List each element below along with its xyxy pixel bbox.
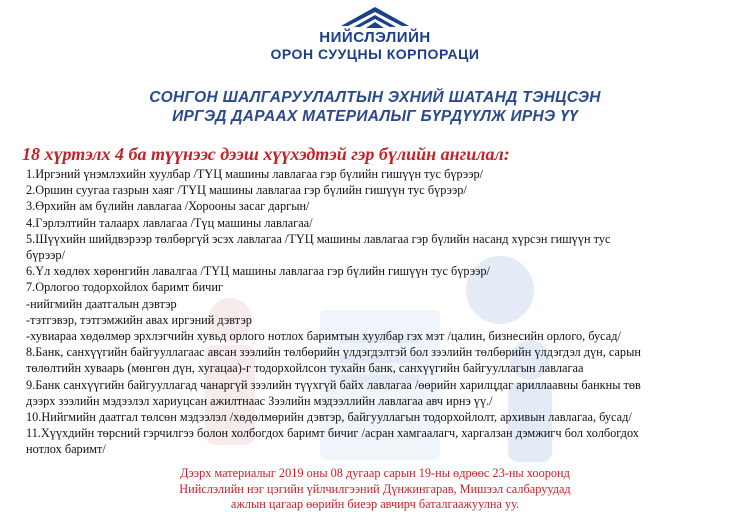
- list-item: -тэтгэвэр, тэтгэмжийн авах иргэний дэвтэр: [26, 312, 252, 327]
- roof-logo-icon: [340, 6, 410, 30]
- list-item: төлөлтийн хуваарь (мөнгөн дүн, хугацаа)-г тодорхойлсон тухайн банк, санхүүгийн байгууллагын лавлагаа: [26, 361, 584, 376]
- page-title-line1: СОНГОН ШАЛГАРУУЛАЛТЫН ЭХНИЙ ШАТАНД ТЭНЦСЭН: [149, 89, 601, 106]
- list-item: 4.Гэрлэлтийн талаарх лавлагаа /Түц машины лавлагаа/: [26, 215, 313, 230]
- logo-text-line2: ОРОН СУУЦНЫ КОРПОРАЦИ: [270, 46, 480, 62]
- company-logo: [0, 6, 750, 62]
- requirements-list: [26, 166, 731, 458]
- submission-note-line2: Нийслэлийн нэг цэгийн үйлчилгээний Дүнжингарав, Мишээл салбаруудад: [179, 481, 571, 496]
- list-item: 2.Оршин суугаа газрын хаяг /ТҮЦ машины лавлагаа гэр бүлийн гишүүн тус бүрээр/: [26, 183, 467, 198]
- logo-text-line1: НИЙСЛЭЛИЙН: [319, 29, 431, 46]
- list-item: 6.Үл хөдлөх хөрөнгийн лавалгаа /ТҮЦ машины лавлагаа гэр бүлийн гишүүн тус бүрээр/: [26, 264, 490, 279]
- list-item: 9.Банк санхүүгийн байгууллагад чанаргүй зээлийн түүхгүй байх лавлагаа /өөрийн харилцдаг ариллаавны банкны төв: [26, 377, 641, 392]
- page-title-line2: ИРГЭД ДАРААХ МАТЕРИАЛЫГ БҮРДҮҮЛЖ ИРНЭ ҮҮ: [172, 108, 578, 125]
- list-item: 11.Хүүхдийн төрсний гэрчилгээ болон холбогдох баримт бичиг /асран хамгаалагч, харгалзан дэмжигч бол холбогдох: [26, 426, 639, 441]
- page-title: [0, 88, 750, 126]
- submission-note-line3: ажлын цагаар өөрийн биеэр авчирч баталгаажуулна уу.: [230, 497, 520, 511]
- category-heading: 18 хүртэлх 4 ба түүнээс дээш хүүхэдтэй гэр бүлийн ангилал:: [22, 144, 510, 164]
- list-item: 3.Өрхийн ам бүлийн лавлагаа /Хорооны засаг даргын/: [26, 199, 310, 214]
- list-item: бүрээр/: [26, 248, 65, 263]
- list-item: -нийгмийн даатгалын дэвтэр: [26, 296, 177, 311]
- list-item: -хувиараа хөдөлмөр эрхлэгчийн хувьд орлого нотлох баримтын хуулбар гэх мэт /цалин, бизнесийн орлого, бусад/: [26, 329, 621, 344]
- submission-note-line1: Дээрх материалыг 2019 оны 08 дугаар сарын 19-ны өдрөөс 23-ны хооронд: [180, 466, 570, 480]
- list-item: 7.Орлогоо тодорхойлох баримт бичиг: [26, 280, 223, 295]
- list-item: 10.Нийгмийн даатгал төлсөн мэдээлэл /хөдөлмөрийн дэвтэр, байгууллагын тодорхойлолт, архивын лавлагаа, бусад/: [26, 410, 632, 425]
- list-item: 8.Банк, санхүүгийн байгууллагаас авсан зээлийн төлбөрийн үлдэгдэлтэй бол зээлийн төлбөрийн үлдэгдэл дүн, сарын: [26, 345, 641, 360]
- list-item: дээрх зээлийн мэдээлэл хариуцсан ажилтнаас Зээлийн мэдээллийн лавлагаа авч ирнэ үү./: [26, 393, 493, 408]
- submission-note: [0, 466, 750, 513]
- list-item: нотлох баримт/: [26, 442, 106, 457]
- list-item: 1.Иргэний үнэмлэхийн хуулбар /ТҮЦ машины лавлагаа гэр бүлийн гишүүн тус бүрээр/: [26, 167, 484, 181]
- list-item: 5.Шүүхийн шийдвэрээр төлбөргүй эсэх лавлагаа /ТҮЦ машины лавлагаа гэр бүлийн насанд хүрсэн гишүүн тус: [26, 231, 611, 246]
